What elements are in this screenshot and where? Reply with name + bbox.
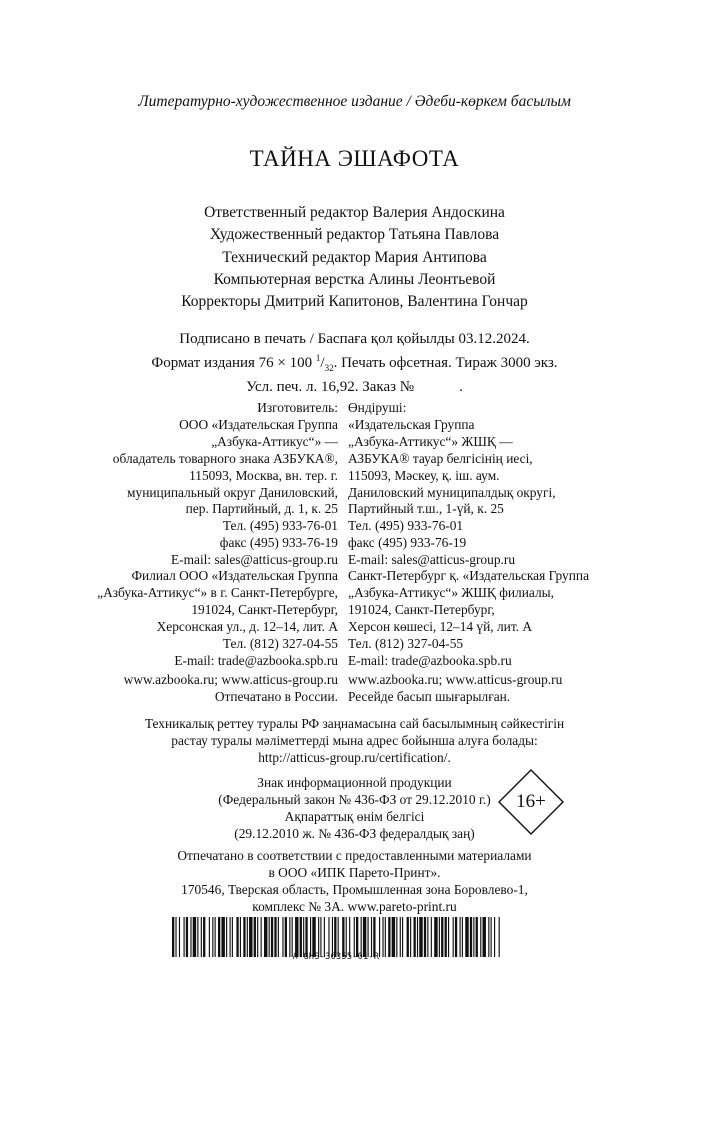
manufacturer-line: Партийный т.ш., 1-үй, к. 25 [348, 501, 504, 517]
barcode-bar [371, 917, 372, 957]
credit-line: Художественный редактор Татьяна Павлова [209, 226, 500, 244]
credit-line: Ответственный редактор Валерия Андоскина [204, 204, 505, 221]
barcode-bar [240, 917, 241, 957]
barcode-bar [354, 917, 355, 957]
format-slash: / [320, 355, 325, 371]
barcode-bar [462, 917, 463, 957]
barcode-code: A-GHS-36355-01-R [292, 952, 380, 962]
manufacturer-line: E-mail: sales@atticus-group.ru [348, 552, 516, 568]
websites-kz [348, 672, 562, 706]
barcode-bar [441, 917, 443, 957]
edition-type: Литературно-художественное издание / Әдеби-көркем басылым [138, 93, 571, 110]
barcode-bar [278, 917, 279, 957]
barcode-bar [271, 917, 273, 957]
barcode-bar [460, 917, 461, 957]
barcode-bar [488, 917, 489, 957]
print-info [0, 330, 709, 397]
barcode-bar [445, 917, 447, 957]
barcode-bar [470, 917, 472, 957]
barcode-bar [261, 917, 262, 957]
barcode-bar [226, 917, 227, 957]
barcode-bar [349, 917, 350, 957]
barcode-bar [295, 917, 298, 957]
manufacturer-line: Даниловский муниципалдық округі, [348, 484, 556, 500]
barcode-bar [249, 917, 252, 957]
printer-info [0, 848, 709, 916]
barcode-bar [379, 917, 380, 957]
barcode-bar [448, 917, 449, 957]
format-suffix: . Печать офсетная. Тираж 3000 экз. [333, 355, 558, 371]
manufacturer-line: «Издательская Группа [348, 416, 475, 432]
barcode-bar [334, 917, 336, 957]
branch-line: „Азбука-Аттикус“» ЖШҚ филиалы, [348, 584, 554, 600]
certification-line: Техникалық реттеу туралы РФ заңнамасына сай басылымның сәйкестігін [144, 716, 565, 731]
barcode-bar [303, 917, 304, 957]
barcode-bar [346, 917, 347, 957]
barcode-bar [232, 917, 233, 957]
website-line: www.azbooka.ru; www.atticus-group.ru [348, 672, 563, 687]
printed-in: Отпечатано в России. [214, 688, 338, 704]
barcode-bar [400, 917, 401, 957]
manufacturer-line: Изготовитель: [257, 400, 338, 415]
printer-line: комплекс № 3А. www.pareto-print.ru [252, 898, 457, 914]
barcode-bar [332, 917, 333, 957]
age-rating-text: 16+ [516, 791, 546, 812]
barcode-bar [483, 917, 486, 957]
barcode-bar [175, 917, 176, 957]
manufacturer-line: E-mail: sales@atticus-group.ru [170, 552, 338, 568]
barcode-bar [414, 917, 416, 957]
manufacturer-line: АЗБУКА® тауар белгісінің иесі, [348, 450, 533, 466]
barcode-bar [402, 917, 403, 957]
barcode-bar [476, 917, 478, 957]
barcode-bar [310, 917, 311, 957]
barcode-bar [257, 917, 258, 957]
barcode-bar [419, 917, 422, 957]
format-prefix: Формат издания 76 × 100 [151, 355, 316, 371]
credit-line: Компьютерная верстка Алины Леонтьевой [213, 270, 496, 288]
barcode-bar [179, 917, 180, 957]
barcode-bar [385, 917, 386, 957]
barcode-bar [494, 917, 495, 957]
barcode-bar [356, 917, 358, 957]
branch-line: E-mail: trade@azbooka.spb.ru [174, 652, 338, 668]
barcode-bar [373, 917, 375, 957]
manufacturer-line: ООО «Издательская Группа [179, 416, 338, 432]
barcode-bar [254, 917, 256, 957]
credit-line: Корректоры Дмитрий Капитонов, Валентина Гончар [181, 293, 528, 311]
manufacturer-line: 115093, Мәскеу, қ. іш. аум. [348, 467, 500, 483]
barcode-bar [201, 917, 202, 957]
branch-line: 191024, Санкт-Петербург, [348, 601, 495, 617]
branch-line: Филиал ООО «Издательская Группа [131, 568, 338, 583]
barcode-bar [300, 917, 302, 957]
age-info-line: Знак информационной продукции [257, 775, 452, 790]
format-denominator: 32 [324, 363, 334, 373]
barcode-bar [312, 917, 315, 957]
barcode-bar [209, 917, 210, 957]
branch-kz [348, 568, 589, 669]
branch-ru [97, 568, 338, 669]
credit-line: Технический редактор Мария Антипова [222, 248, 487, 266]
certification-line: растау туралы мәліметтерді мына адрес бойынша алуға болады: [171, 732, 538, 748]
manufacturer-ru [113, 400, 338, 569]
barcode [172, 917, 500, 957]
barcode-bar [243, 917, 245, 957]
barcode-bar [305, 917, 307, 957]
manufacturer-line: 115093, Москва, вн. тер. г. [189, 467, 338, 483]
barcode-bar [434, 917, 437, 957]
branch-line: Херсон көшесі, 12–14 үй, лит. А [348, 618, 533, 634]
age-info-line: (29.12.2010 ж. № 436-ФЗ федералдық заң) [234, 825, 475, 841]
barcode-bar [465, 917, 468, 957]
barcode-bar [197, 917, 198, 957]
age-rating-badge [498, 769, 564, 835]
barcode-bar [236, 917, 238, 957]
barcode-bar [480, 917, 481, 957]
barcode-bar [318, 917, 319, 957]
barcode-bar [247, 917, 248, 957]
barcode-bar [382, 917, 383, 957]
manufacturer-line: факс (495) 933-76-19 [348, 535, 467, 551]
barcode-bar [203, 917, 205, 957]
barcode-bar [342, 917, 344, 957]
barcode-bar [417, 917, 418, 957]
manufacturer-line: пер. Партийный, д. 1, к. 25 [185, 501, 338, 517]
manufacturer-line: Тел. (495) 933-76-01 [348, 518, 464, 534]
format-numerator: 1 [315, 353, 321, 363]
barcode-bar [292, 917, 293, 957]
manufacturer-line: факс (495) 933-76-19 [219, 535, 338, 551]
barcode-bar [424, 917, 426, 957]
certification-url: http://atticus-group.ru/certification/. [258, 749, 451, 765]
barcode-bar [230, 917, 231, 957]
branch-line: 191024, Санкт-Петербург, [191, 601, 338, 617]
signed-date: Подписано в печать / Баспаға қол қойылды 03.12.2024. [179, 331, 530, 347]
barcode-bar [282, 917, 283, 957]
barcode-bar [361, 917, 362, 957]
barcode-bar [221, 917, 224, 957]
age-info-line: Ақпараттық өнім белгісі [284, 808, 425, 824]
printer-line: Отпечатано в соответствии с предоставленными материалами [177, 848, 532, 863]
format-line [0, 349, 709, 378]
manufacturer-kz [348, 400, 556, 569]
barcode-bar [193, 917, 196, 957]
barcode-bar [172, 917, 174, 957]
barcode-bar [215, 917, 216, 957]
branch-line: Санкт-Петербург қ. «Издательская Группа [348, 568, 590, 583]
manufacturer-line: Тел. (495) 933-76-01 [222, 518, 338, 534]
barcode-bar [328, 917, 329, 957]
certification-note [0, 716, 709, 767]
barcode-bar [363, 917, 366, 957]
barcode-bar [407, 917, 409, 957]
barcode-bar [453, 917, 454, 957]
barcode-bar [439, 917, 440, 957]
manufacturer-line: „Азбука-Аттикус“» ЖШҚ — [348, 433, 513, 449]
branch-line: Херсонская ул., д. 12–14, лит. А [156, 618, 338, 634]
printer-line: 170546, Тверская область, Промышленная зона Боровлево-1, [181, 881, 528, 897]
manufacturer-line: „Азбука-Аттикус“» — [211, 433, 338, 449]
manufacturer-line: обладатель товарного знака АЗБУКА®, [112, 450, 338, 466]
barcode-bar [388, 917, 390, 957]
barcode-bar [499, 917, 500, 957]
branch-line: Тел. (812) 327-04-55 [348, 635, 464, 651]
barcode-bar [368, 917, 369, 957]
barcode-bar [184, 917, 185, 957]
barcode-bar [190, 917, 191, 957]
website-line: www.azbooka.ru; www.atticus-group.ru [123, 672, 338, 687]
barcode-bar [396, 917, 397, 957]
websites-ru [124, 672, 338, 706]
barcode-bar [473, 917, 474, 957]
book-title: ТАЙНА ЭШАФОТА [249, 146, 460, 171]
printed-in: Ресейде басып шығарылған. [348, 688, 511, 704]
age-info-line: (Федеральный закон № 436-ФЗ от 29.12.2010 г.) [218, 791, 491, 807]
credits-block [0, 202, 709, 313]
barcode-bar [324, 917, 325, 957]
barcode-bar [269, 917, 270, 957]
barcode-bar [455, 917, 457, 957]
barcode-bar [338, 917, 339, 957]
manufacturer-line: Өндіруші: [348, 400, 407, 415]
barcode-bar [285, 917, 287, 957]
barcode-bar [212, 917, 213, 957]
info-product-sign [0, 775, 709, 843]
barcode-bar [427, 917, 428, 957]
printer-line: в ООО «ИПК Парето-Принт». [268, 864, 441, 880]
barcode-bar [491, 917, 492, 957]
barcode-bar [431, 917, 432, 957]
barcode-bar [289, 917, 290, 957]
barcode-bar [410, 917, 411, 957]
manufacturer-line: муниципальный округ Даниловский, [127, 484, 338, 500]
branch-line: E-mail: trade@azbooka.spb.ru [348, 652, 512, 668]
barcode-bar [264, 917, 267, 957]
branch-line: Тел. (812) 327-04-55 [222, 635, 338, 651]
sheets-order: Усл. печ. л. 16,92. Заказ № . [246, 379, 463, 395]
barcode-bar [218, 917, 220, 957]
barcode-bar [186, 917, 188, 957]
barcode-bar [320, 917, 321, 957]
barcode-bar [392, 917, 395, 957]
barcode-bar [274, 917, 276, 957]
branch-line: „Азбука-Аттикус“» в г. Санкт-Петербурге, [97, 584, 338, 600]
